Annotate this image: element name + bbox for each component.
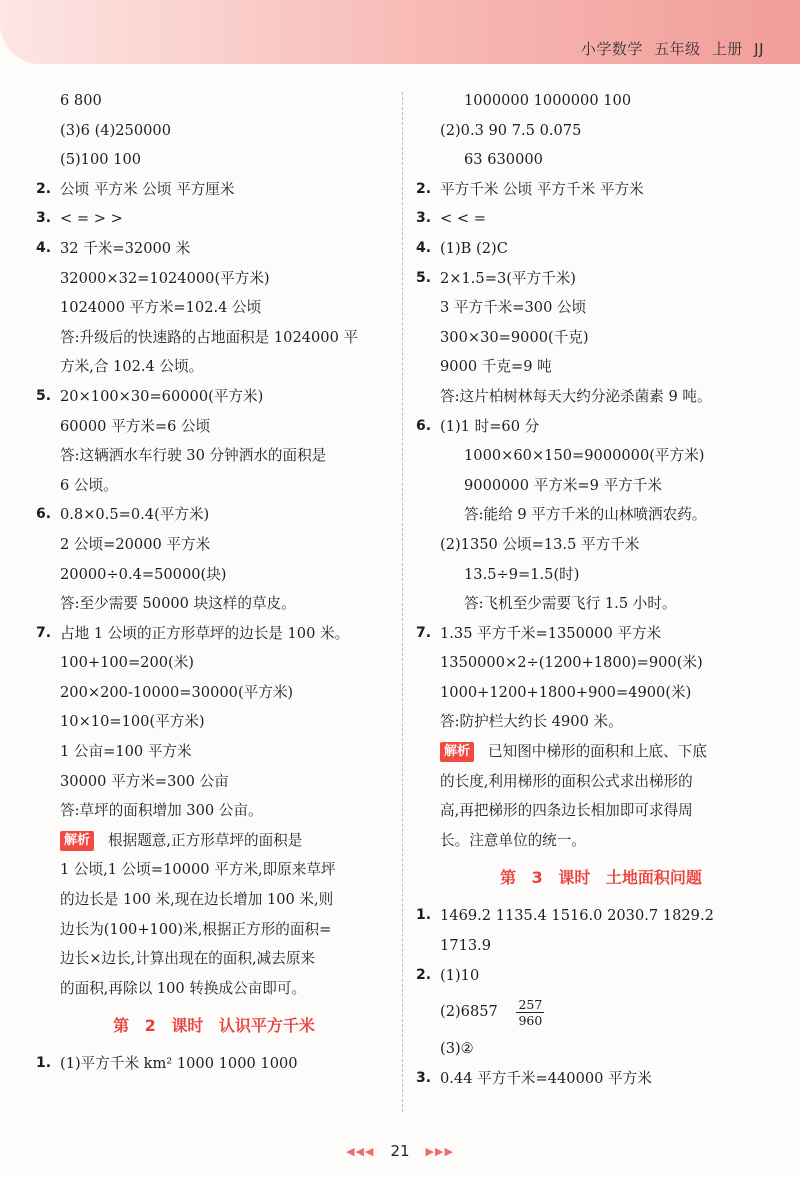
answer-line: 200×200-10000=30000(平方米) (60, 683, 294, 701)
answer-line: 1713.9 (440, 937, 492, 955)
answer-text: 占地 1 公顷的正方形草坪的边长是 100 米。 (60, 624, 350, 642)
question-number: 3. (36, 210, 52, 227)
answer-text: 0.8×0.5=0.4(平方米) (60, 506, 210, 524)
question-4 (416, 234, 786, 264)
answer-line: 30000 平方米=300 公亩 (60, 772, 229, 790)
answer-line: 答:防护栏大约长 4900 米。 (440, 713, 623, 731)
answer-text: (2)6857 (440, 1003, 498, 1021)
left-column (36, 86, 392, 1079)
right-column (416, 86, 786, 1093)
answer-text: (1)平方千米 km² 1000 1000 1000 (60, 1055, 298, 1073)
analysis-line: 的边长是 100 米,现在边长增加 100 米,则 (60, 891, 334, 909)
question-number: 4. (416, 239, 432, 256)
answer-text: 公顷 平方米 公顷 平方厘米 (60, 180, 235, 198)
answer-line: 答:这辆洒水车行驶 30 分钟洒水的面积是 (60, 447, 327, 465)
question-2 (416, 175, 786, 205)
analysis-badge: 解析 (60, 831, 94, 851)
answer-text: < = > > (60, 210, 123, 228)
question-5 (416, 264, 786, 294)
answer-text: 32 千米=32000 米 (60, 239, 191, 257)
answer-text: 1.35 平方千米=1350000 平方米 (440, 624, 662, 642)
question-number: 6. (36, 506, 52, 523)
answer-line: 1000000 1000000 100 (464, 92, 632, 109)
answer-line: 方米,合 102.4 公顷。 (60, 358, 204, 376)
question-number: 5. (416, 269, 432, 286)
page-header (0, 0, 800, 64)
answer-line: 答:飞机至少需要飞行 1.5 小时。 (464, 595, 677, 613)
question-6 (416, 412, 786, 442)
question-number: 2. (416, 180, 432, 197)
question-3 (36, 204, 392, 234)
question-number: 2. (416, 966, 432, 983)
answer-text: 0.44 平方千米=440000 平方米 (440, 1069, 652, 1087)
lesson2-question-1 (36, 1049, 392, 1079)
answer-line: 1350000×2÷(1200+1800)=900(米) (440, 654, 703, 672)
section-title-lesson-2: 第 2 课时 认识平方千米 (113, 1016, 315, 1036)
question-2 (36, 175, 392, 205)
answer-line: 32000×32=1024000(平方米) (60, 269, 270, 287)
lesson3-question-2 (416, 961, 786, 991)
lesson3-question-3 (416, 1064, 786, 1094)
header-title: 小学数学 五年级 上册 JJ (580, 40, 764, 58)
answer-line: 答:升级后的快速路的占地面积是 1024000 平 (60, 328, 359, 346)
lesson3-question-1 (416, 901, 786, 931)
answer-text: (1)1 时=60 分 (440, 417, 540, 435)
answer-line: 300×30=9000(千克) (440, 328, 589, 346)
answer-text: 1469.2 1135.4 1516.0 2030.7 1829.2 (440, 907, 714, 925)
answer-line: 6 公顷。 (60, 476, 118, 494)
question-3 (416, 204, 786, 234)
answer-line: 100+100=200(米) (60, 654, 195, 672)
answer-line: (2)0.3 90 7.5 0.075 (440, 121, 582, 139)
question-4 (36, 234, 392, 264)
question-number: 1. (416, 907, 432, 924)
answer-line: (3)② (440, 1040, 474, 1058)
answer-line: 63 630000 (464, 151, 543, 169)
question-number: 5. (36, 387, 52, 404)
answer-line: 1000+1200+1800+900=4900(米) (440, 683, 692, 701)
answer-line: 60000 平方米=6 公顷 (60, 417, 211, 435)
section-title-lesson-3: 第 3 课时 土地面积问题 (500, 868, 702, 888)
analysis-line: 高,再把梯形的四条边长相加即可求得周 (440, 802, 693, 820)
analysis-badge: 解析 (440, 742, 474, 762)
analysis-block (36, 826, 392, 856)
question-number: 6. (416, 417, 432, 434)
analysis-line: 边长为(100+100)米,根据正方形的面积= (60, 920, 332, 938)
answer-line: 20000÷0.4=50000(块) (60, 565, 227, 583)
answer-line: 9000000 平方米=9 平方千米 (464, 476, 662, 494)
question-5 (36, 382, 392, 412)
answer-text: 平方千米 公顷 平方千米 平方米 (440, 180, 644, 198)
arrow-left-icon: ◀◀◀ (346, 1144, 375, 1158)
analysis-line: 边长×边长,计算出现在的面积,减去原来 (60, 950, 316, 968)
analysis-text: 已知图中梯形的面积和上底、下底 (488, 743, 707, 761)
answer-line: (5)100 100 (60, 151, 142, 169)
answer-line: (3)6 (4)250000 (60, 121, 171, 139)
question-number: 3. (416, 210, 432, 227)
answer-line: 13.5÷9=1.5(时) (464, 565, 580, 583)
analysis-line: 的面积,再除以 100 转换成公亩即可。 (60, 979, 307, 997)
answer-line: 答:能给 9 平方千米的山林喷洒农药。 (464, 506, 707, 524)
question-7 (36, 619, 392, 649)
column-divider (402, 92, 403, 1112)
answer-line: 9000 千克=9 吨 (440, 358, 552, 376)
question-number: 3. (416, 1069, 432, 1086)
page-footer (0, 1136, 800, 1166)
answer-line-fraction (416, 990, 786, 1034)
answer-line: 10×10=100(平方米) (60, 713, 205, 731)
analysis-text: 根据题意,正方形草坪的面积是 (108, 831, 303, 849)
analysis-line: 长。注意单位的统一。 (440, 831, 586, 849)
question-number: 2. (36, 180, 52, 197)
question-number: 7. (36, 624, 52, 641)
answer-text: < < = (440, 210, 486, 228)
answer-line: 答:这片柏树林每天大约分泌杀菌素 9 吨。 (440, 387, 712, 405)
answer-line: 3 平方千米=300 公顷 (440, 299, 587, 317)
question-number: 1. (36, 1055, 52, 1072)
analysis-line: 1 公顷,1 公顷=10000 平方米,即原来草坪 (60, 861, 336, 879)
question-7 (416, 619, 786, 649)
answer-line: 6 800 (60, 92, 102, 109)
answer-line: 2 公顷=20000 平方米 (60, 535, 211, 553)
answer-text: (1)B (2)C (440, 239, 508, 257)
arrow-right-icon: ▶▶▶ (425, 1144, 454, 1158)
answer-line: 答:草坪的面积增加 300 公亩。 (60, 802, 263, 820)
fraction-denominator: 960 (518, 1012, 543, 1028)
analysis-line: 的长度,利用梯形的面积公式求出梯形的 (440, 772, 693, 790)
answer-text: (1)10 (440, 966, 480, 984)
answer-line: 1 公亩=100 平方米 (60, 743, 192, 761)
page-number: 21 (390, 1142, 410, 1160)
fraction-numerator: 257 (518, 996, 543, 1012)
answer-line: (2)1350 公顷=13.5 平方千米 (440, 535, 640, 553)
analysis-block (416, 737, 786, 767)
question-number: 7. (416, 624, 432, 641)
question-6 (36, 500, 392, 530)
answer-line: 答:至少需要 50000 块这样的草皮。 (60, 595, 296, 613)
answer-line: 1024000 平方米=102.4 公顷 (60, 299, 262, 317)
fraction (516, 997, 544, 1028)
question-number: 4. (36, 239, 52, 256)
answer-text: 20×100×30=60000(平方米) (60, 387, 264, 405)
answer-line: 1000×60×150=9000000(平方米) (464, 447, 705, 465)
answer-text: 2×1.5=3(平方千米) (440, 269, 576, 287)
